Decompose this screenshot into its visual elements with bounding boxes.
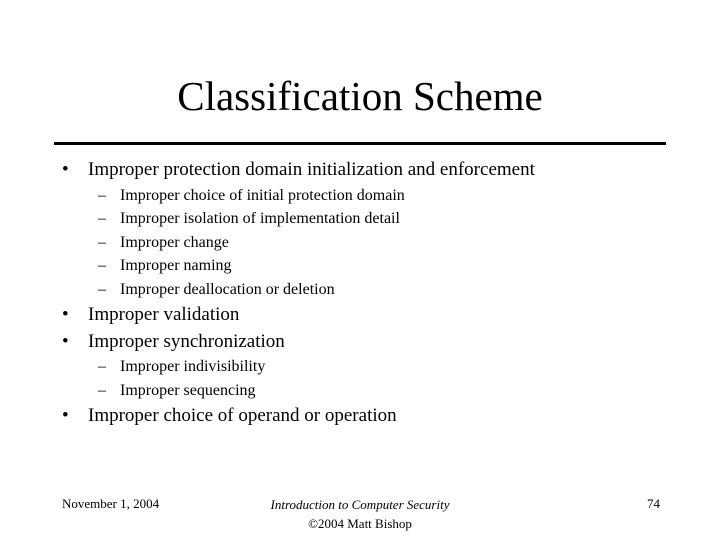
sub-text: Improper isolation of implementation detail: [120, 210, 400, 227]
sub-text: Improper sequencing: [120, 382, 256, 399]
sub-marker: –: [98, 382, 106, 399]
bullet-marker: •: [62, 304, 69, 325]
sub-marker: –: [98, 281, 106, 298]
page-number: 74: [647, 496, 660, 511]
sub-item: [98, 357, 265, 377]
sub-text: Improper indivisibility: [120, 358, 266, 375]
sub-marker: –: [98, 210, 106, 227]
bullet-text: Improper protection domain initialization and enforcement: [88, 159, 535, 180]
sub-item: [98, 233, 229, 253]
bullet-item: [62, 158, 535, 182]
sub-item: [98, 381, 256, 401]
sub-item: [98, 280, 335, 300]
bullet-marker: •: [62, 405, 69, 426]
bullet-marker: •: [62, 331, 69, 352]
footer-course: Introduction to Computer Security: [270, 497, 450, 512]
sub-text: Improper choice of initial protection domain: [120, 187, 405, 204]
bullet-text: Improper choice of operand or operation: [88, 405, 397, 426]
sub-text: Improper naming: [120, 257, 232, 274]
sub-marker: –: [98, 234, 106, 251]
sub-item: [98, 209, 400, 229]
title-divider: [54, 142, 666, 145]
sub-marker: –: [98, 257, 106, 274]
bullet-item: [62, 303, 239, 327]
footer-copyright: ©2004 Matt Bishop: [308, 516, 412, 531]
footer-date: November 1, 2004: [62, 496, 160, 511]
bullet-item: [62, 330, 285, 354]
bullet-marker: •: [62, 159, 69, 180]
bullet-text: Improper synchronization: [88, 331, 285, 352]
sub-text: Improper deallocation or deletion: [120, 281, 335, 298]
footer-course-info: [210, 495, 510, 533]
bullet-item: [62, 404, 397, 428]
slide-title: Classification Scheme: [177, 73, 543, 119]
sub-item: [98, 256, 232, 276]
sub-text: Improper change: [120, 234, 229, 251]
sub-item: [98, 186, 405, 206]
sub-marker: –: [98, 358, 106, 375]
bullet-text: Improper validation: [88, 304, 240, 325]
sub-marker: –: [98, 187, 106, 204]
